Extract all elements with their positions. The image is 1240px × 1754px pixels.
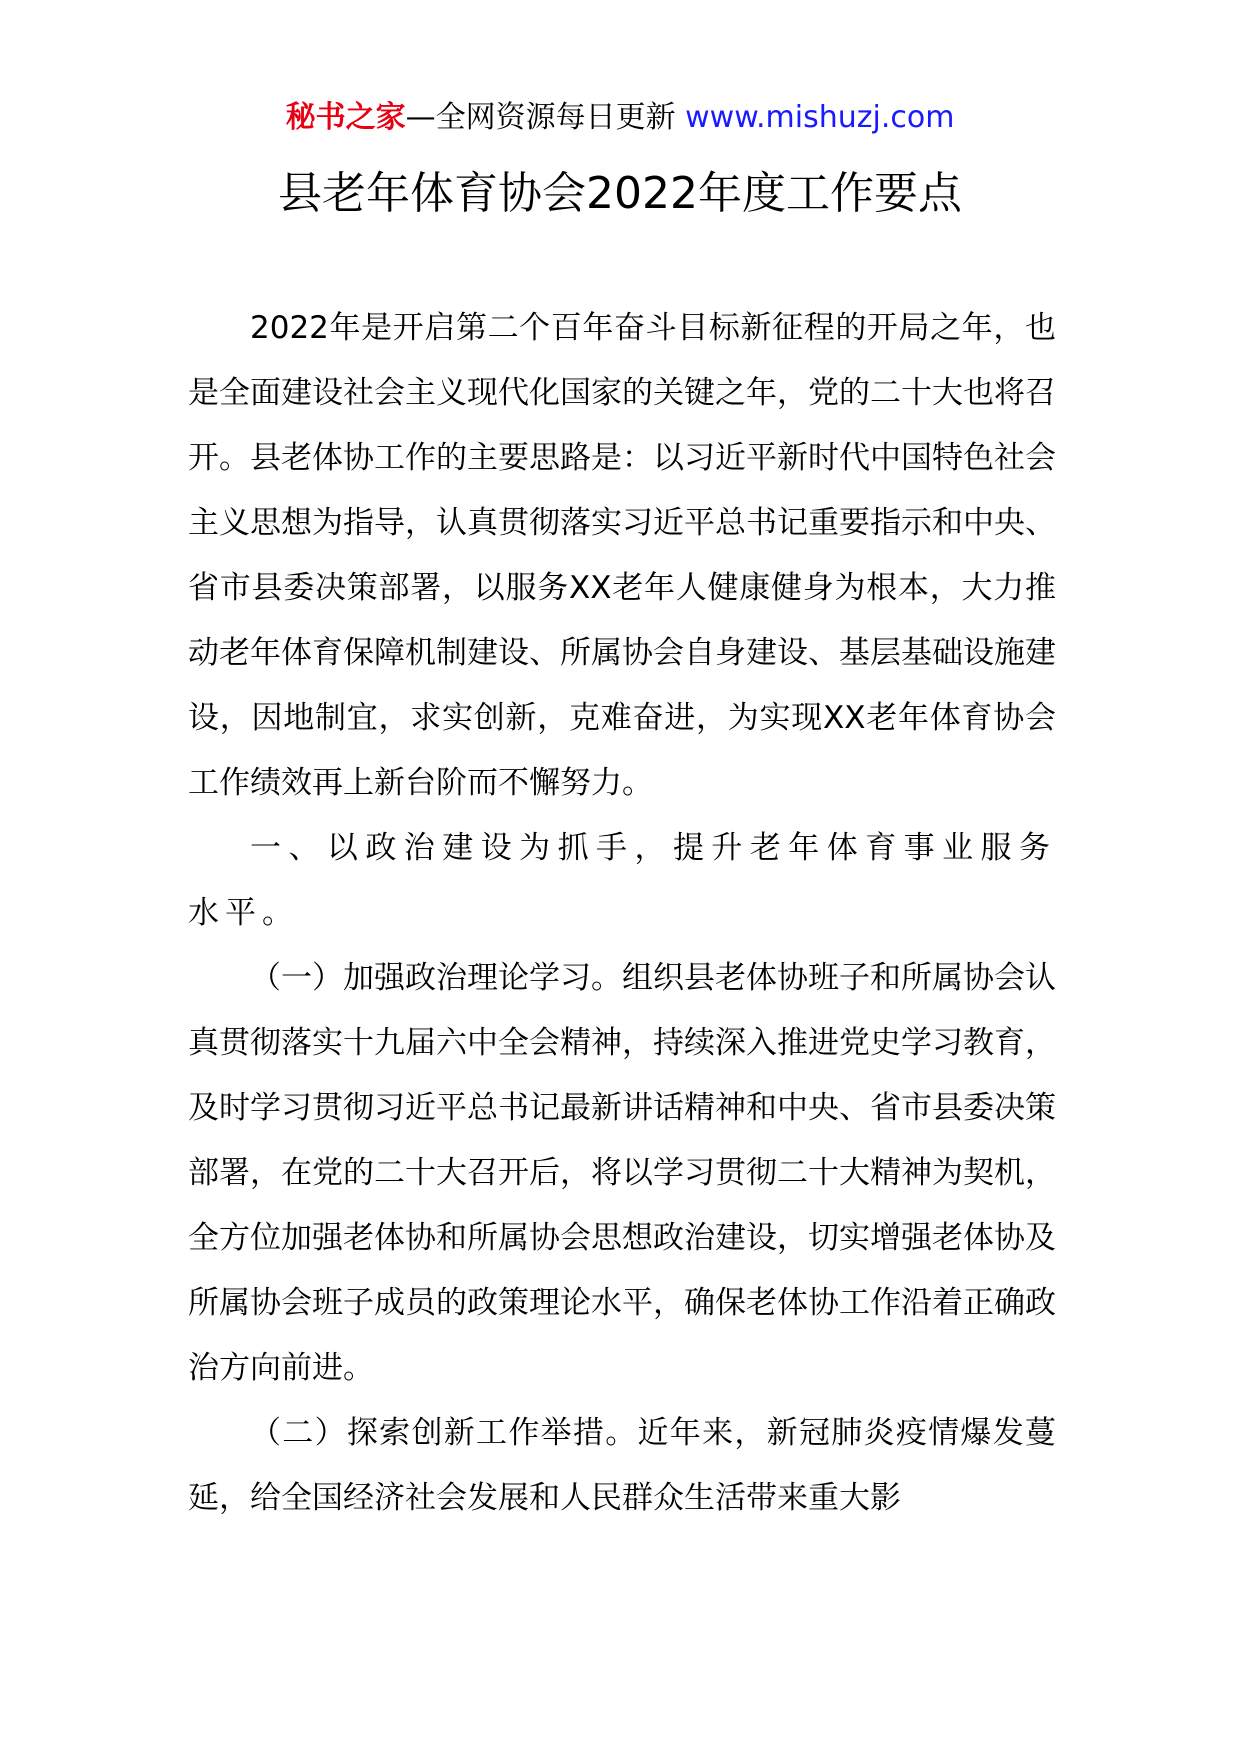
header-slogan: —全网资源每日更新 [405, 100, 686, 135]
website-link[interactable]: www.mishuzj.com [685, 100, 955, 135]
watermark-header [0, 98, 1240, 138]
document-body [188, 296, 1056, 1531]
brand-name: 秘书之家 [285, 100, 406, 135]
intro-paragraph: 2022年是开启第二个百年奋斗目标新征程的开局之年，也是全面建设社会主义现代化国家的关键之年，党的二十大也将召开。县老体协工作的主要思路是：以习近平新时代中国特色社会主义思想为指导，认真贯彻落实习近平总书记重要指示和中央、省市县委决策部署，以服务XX老年人健康健身为根本，大力推动老年体育保障机制建设、所属协会自身建设、基层基础设施建设，因地制宜，求实创新，克难奋进，为实现XX老年体育协会工作绩效再上新台阶而不懈努力。 [188, 310, 1056, 801]
section-heading-1: 一、以政治建设为抓手，提升老年体育事业服务水平。 [188, 830, 1056, 931]
subsection-paragraph-2: （二）探索创新工作举措。近年来，新冠肺炎疫情爆发蔓延，给全国经济社会发展和人民群众生活带来重大影 [188, 1415, 1056, 1516]
subsection-paragraph-1: （一）加强政治理论学习。组织县老体协班子和所属协会认真贯彻落实十九届六中全会精神，持续深入推进党史学习教育，及时学习贯彻习近平总书记最新讲话精神和中央、省市县委决策部署，在党的二十大召开后，将以学习贯彻二十大精神为契机，全方位加强老体协和所属协会思想政治建设，切实增强老体协及所属协会班子成员的政策理论水平，确保老体协工作沿着正确政治方向前进。 [188, 960, 1056, 1386]
document-title: 县老年体育协会2022年度工作要点 [278, 168, 962, 219]
